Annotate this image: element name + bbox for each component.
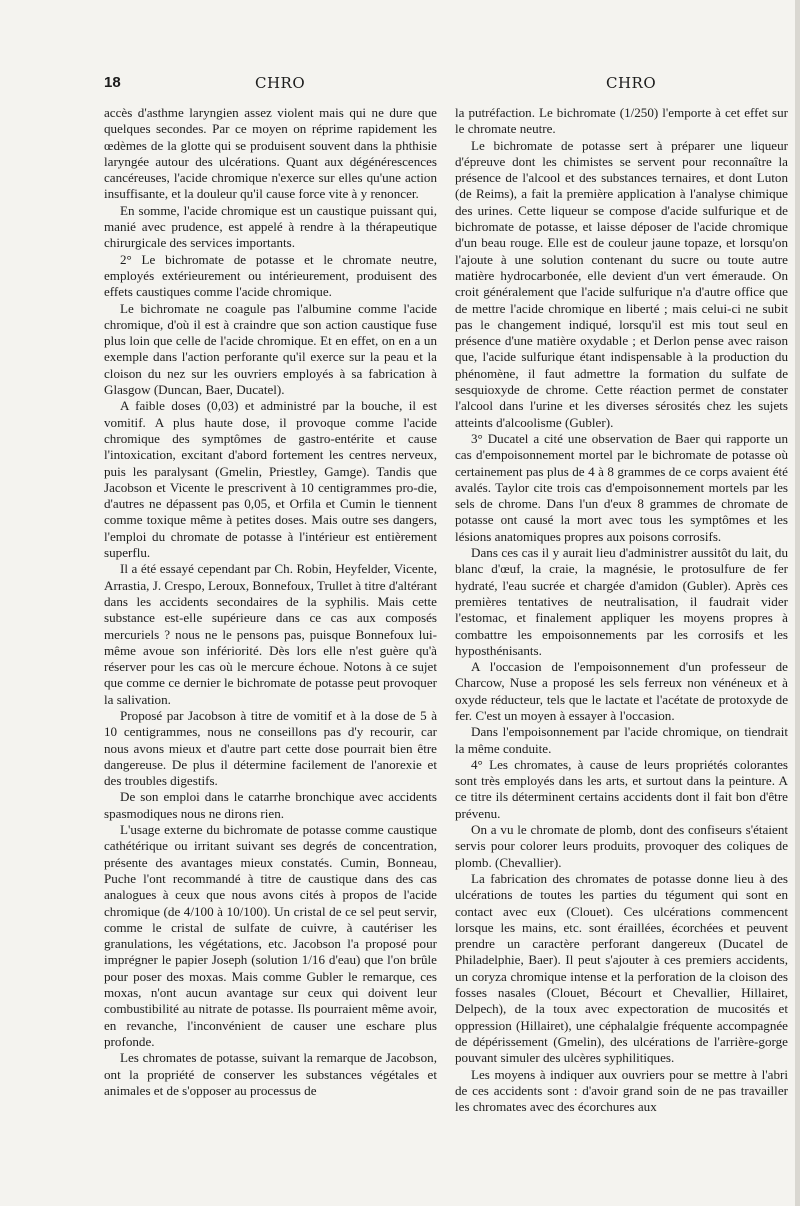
paragraph: Proposé par Jacobson à titre de vomitif et à la dose de 5 à 10 centigrammes, nous ne conseillons pas d'y recourir, car nous avons mieux et d'autre part cette dose pourrait bien être dangereuse. De plus il détermine facilement de l'anorexie et des troubles digestifs.: [104, 707, 437, 789]
paragraph: accès d'asthme laryngien assez violent mais qui ne dure que quelques secondes. Par ce moyen on réprime rapidement les œdèmes de la glotte qui se produisent souvent dans la phthisie laryngée autour des ulcérations. Quant aux dégénérescences cancéreuses, l'acide chromique n'exerce sur elles qu'une action insuffisante, et la douleur qu'il cause force vite à y renoncer.: [104, 105, 437, 202]
paragraph: Le bichromate de potasse sert à préparer une liqueur d'épreuve dont les chimistes se servent pour reconnaître la présence de l'alcool et des substances ternaires, et dont Luton (de Reims), a fait la première application à l'analyse chimique des urines. Cette liqueur se compose d'acide sulfurique et de bichromate de potasse, et laisse déposer de l'acide chromique d'un beau rouge. Elle est de couleur jaune topaze, et lorsqu'on l'ajoute à une solution contenant du sucre ou toute autre matière hydrocarbonée, elle devient d'un vert émeraude. On croit généralement que l'acide sulfurique n'a d'autre office que de mettre l'acide chromique en liberté ; mais celui-ci ne subit pas le changement indiqué, lorsqu'il est mis tout seul en présence d'une matière oxydable ; et Derlon pense avec raison que, l'acide sulfurique étant indispensable à la production du phénomène, il faut admettre la formation du sulfate de sesquioxyde de chrome. Cette réaction permet de constater l'alcool dans l'urine et les diverses sérosités chez les sujets atteints d'alcoolisme (Gubler).: [455, 137, 788, 430]
paragraph: La fabrication des chromates de potasse donne lieu à des ulcérations de toutes les parties du tégument qui sont en contact avec eux (Clouet). Ces ulcérations commencent lorsque les mains, etc. sont éraillées, écorchées et peuvent prendre un caractère perforant dangereux (Ducatel de Philadelphie, Baer). Il peut s'ajouter à ces premiers accidents, un coryza chromique intense et la perforation de la cloison des fosses nasales (Clouet, Bécourt et Chevallier, Hillairet, Delpech), de la toux avec expectoration de mucosités et oppression (Hillairet), une céphalalgie fréquente accompagnée de dépérissement (Gmelin), des ulcérations de l'arrière-gorge pouvant simuler des ulcères syphilitiques.: [455, 870, 788, 1066]
page-edge: [795, 0, 800, 1206]
paragraph: On a vu le chromate de plomb, dont des confiseurs s'étaient servis pour colorer leurs produits, provoquer des coliques de plomb. (Chevallier).: [455, 822, 788, 870]
page-header: [0, 74, 800, 96]
paragraph: De son emploi dans le catarrhe bronchique avec accidents spasmodiques nous ne dirons rien.: [104, 789, 437, 821]
paragraph: Les chromates de potasse, suivant la remarque de Jacobson, ont la propriété de conserver les substances végétales et animales et de s'opposer au processus de: [104, 1050, 437, 1098]
page-number: 18: [104, 74, 121, 91]
running-head-left: CHRO: [255, 74, 306, 92]
paragraph: la putréfaction. Le bichromate (1/250) l'emporte à cet effet sur le chromate neutre.: [455, 105, 788, 137]
running-head-right: CHRO: [606, 74, 657, 92]
paragraph: A l'occasion de l'empoisonnement d'un professeur de Charcow, Nuse a proposé les sels ferreux non vénéneux et à oxyde réducteur, tels que le lactate et l'acétate de protoxyde de fer. C'est un moyen à essayer à l'occasion.: [455, 659, 788, 723]
paragraph: 4° Les chromates, à cause de leurs propriétés colorantes sont très employés dans les arts, et surtout dans la peinture. A ce titre ils déterminent certains accidents dont il fait bon d'être prévenu.: [455, 756, 788, 821]
paragraph: En somme, l'acide chromique est un caustique puissant qui, manié avec prudence, est appelé à rendre à la thérapeutique chirurgicale des services importants.: [104, 202, 437, 251]
right-column: [455, 105, 788, 1115]
paragraph: Il a été essayé cependant par Ch. Robin, Heyfelder, Vicente, Arrastia, J. Crespo, Leroux, Bonnefoux, Trullet à titre d'altérant dans les accidents secondaires de la syphilis. Mais cette substance est-elle supérieure dans ce cas aux composés mercuriels ? nous ne le pensons pas, puisque Bonnefoux lui-même avoue son infériorité. Dès lors elle n'est guère qu'à réserver pour les cas où le mercure échoue. Notons à ce sujet que comme ce dernier le bichromate de potasse peut provoquer la salivation.: [104, 561, 437, 707]
paragraph: L'usage externe du bichromate de potasse comme caustique cathétérique ou irritant suivant ses degrés de concentration, présente des avantages mieux constatés. Cumin, Bonneau, Puche l'ont recommandé à titre de caustique dans des cas analogues à ceux que nous avons cités à propos de l'acide chromique (de 4/100 à 10/100). Un cristal de ce sel peut servir, comme le cristal de sulfate de cuivre, à cautériser les granulations, les végétations, etc. Jacobson l'a proposé pour imprégner le papier Joseph (solution 1/16 d'eau) que l'on brûle pour poser des moxas. Mais comme Gubler le remarque, ces moxas, n'ont aucun avantage sur ceux qui doivent leur combustibilité au nitrate de potasse. Ils pourraient même avoir, en revanche, l'inconvénient de causer une eschare plus profonde.: [104, 822, 437, 1049]
paragraph: Dans ces cas il y aurait lieu d'administrer aussitôt du lait, du blanc d'œuf, la craie, la magnésie, le protosulfure de fer hydraté, l'eau sucrée et chargée d'amidon (Gubler). Après ces premières tentatives de neutralisation, il faudrait vider l'estomac, et finalement appliquer les moyens propres à combattre les empoisonnements par les corrosifs et les hyposthénisants.: [455, 545, 788, 658]
paragraph: Dans l'empoisonnement par l'acide chromique, on tiendrait la même conduite.: [455, 724, 788, 756]
paragraph: A faible doses (0,03) et administré par la bouche, il est vomitif. A plus haute dose, il provoque comme l'acide chromique des symptômes de gastro-entérite et cause l'intoxication, excitant d'abord fortement les centres nerveux, puis les paralysant (Gmelin, Priestley, Gamge). Tandis que Jacobson et Vicente le prescrivent à 10 centigrammes pro-die, d'autres ne dépassent pas 0,05, et Orfila et Cumin le tiennent comme toxique même à petites doses. Mais outre ses dangers, l'emploi du chromate de potasse à l'intérieur est entièrement superflu.: [104, 398, 437, 561]
paragraph: 2° Le bichromate de potasse et le chromate neutre, employés extérieurement ou intérieurement, produisent des effets caustiques comme l'acide chromique.: [104, 251, 437, 300]
paragraph: Le bichromate ne coagule pas l'albumine comme l'acide chromique, d'où il est à craindre que son action caustique fuse plus loin que celle de l'acide chromique. Et en effet, on en a un exemple dans l'action perforante qu'il exerce sur la peau et la cloison du nez sur les ouvriers employés à sa fabrication à Glasgow (Duncan, Baer, Ducatel).: [104, 300, 437, 398]
left-column: [104, 105, 437, 1099]
paragraph: Les moyens à indiquer aux ouvriers pour se mettre à l'abri de ces accidents sont : d'avoir grand soin de ne pas travailler les chromates avec des écorchures aux: [455, 1066, 788, 1115]
paragraph: 3° Ducatel a cité une observation de Baer qui rapporte un cas d'empoisonnement mortel par le bichromate de potasse où certainement pas plus de 4 à 8 grammes de ce corps avaient été avalés. Taylor cite trois cas d'empoisonnement mortels par les sels de chrome. Dans l'un d'eux 8 grammes de chromate de potasse ont causé la mort avec tous les symptômes et les lésions anatomiques propres aux poisons corrosifs.: [455, 430, 788, 544]
